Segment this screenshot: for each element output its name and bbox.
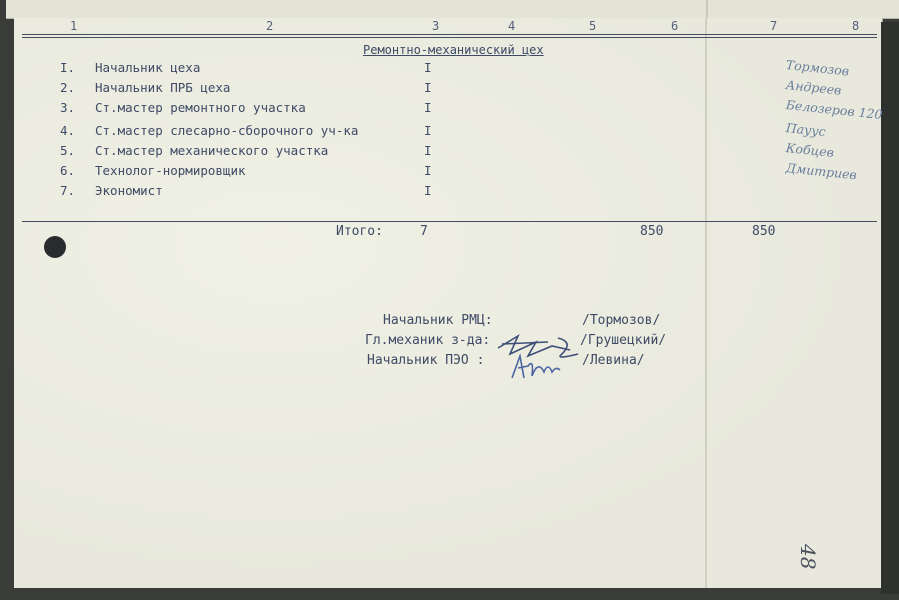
signature-name-2: /Грушецкий/ [580, 333, 667, 348]
totals-count: 7 [420, 224, 428, 239]
totals-label: Итого: [336, 224, 383, 239]
row-handwritten-name: Тормозов [785, 57, 850, 79]
binding-edge [881, 22, 899, 594]
row-title: Ст.мастер механического участка [95, 143, 329, 158]
row-col3: I [424, 100, 432, 115]
column-number-7: 7 [770, 19, 778, 33]
row-col3: I [424, 143, 432, 158]
row-title: Ст.мастер слесарно-сборочного уч-ка [95, 123, 359, 138]
punch-hole [44, 236, 66, 258]
column-number-1: 1 [70, 19, 78, 33]
row-title: Экономист [95, 183, 163, 198]
row-col3: I [424, 183, 432, 198]
header-rule [22, 34, 877, 35]
column-number-6: 6 [671, 19, 679, 33]
column-number-2: 2 [266, 19, 274, 33]
signature-title-2: Гл.механик з-да: [365, 333, 491, 348]
row-number: 6. [60, 163, 76, 178]
row-col3: I [424, 60, 432, 75]
page-number: 48 [796, 544, 820, 570]
row-title: Начальник цеха [95, 60, 201, 75]
signature-title-1: Начальник РМЦ: [383, 313, 493, 328]
signature-name-3: /Левина/ [582, 353, 645, 368]
row-title: Ст.мастер ремонтного участка [95, 100, 306, 115]
row-number: 2. [60, 80, 76, 95]
row-col3: I [424, 163, 432, 178]
row-col3: I [424, 80, 432, 95]
handwritten-signatures [488, 320, 588, 390]
row-title: Начальник ПРБ цеха [95, 80, 231, 95]
column-number-8: 8 [852, 19, 860, 33]
section-title: Ремонтно-механический цех [363, 43, 544, 57]
paper-fold [705, 18, 707, 588]
header-rule-double [22, 37, 877, 38]
totals-rule [22, 221, 877, 222]
row-number: 3. [60, 100, 76, 115]
row-handwritten-name: Пауус [785, 120, 827, 140]
row-title: Технолог-нормировщик [95, 163, 246, 178]
signature-name-1: /Тормозов/ [582, 313, 661, 328]
row-number: 4. [60, 123, 76, 138]
row-col3: I [424, 123, 432, 138]
row-handwritten-name: Андреев [785, 77, 843, 98]
row-number: 5. [60, 143, 76, 158]
column-number-4: 4 [508, 19, 516, 33]
signature-title-3: Начальник ПЭО : [367, 353, 485, 368]
totals-col6: 850 [640, 224, 664, 239]
previous-page-strip [6, 0, 899, 19]
row-handwritten-name: Дмитриев [785, 160, 858, 183]
column-number-5: 5 [589, 19, 597, 33]
column-number-3: 3 [432, 19, 440, 33]
row-number: 7. [60, 183, 76, 198]
row-handwritten-name: Кобцев [785, 140, 835, 161]
row-number: I. [60, 60, 76, 75]
totals-col7: 850 [752, 224, 776, 239]
row-handwritten-name: Белозеров 120 [785, 97, 884, 123]
